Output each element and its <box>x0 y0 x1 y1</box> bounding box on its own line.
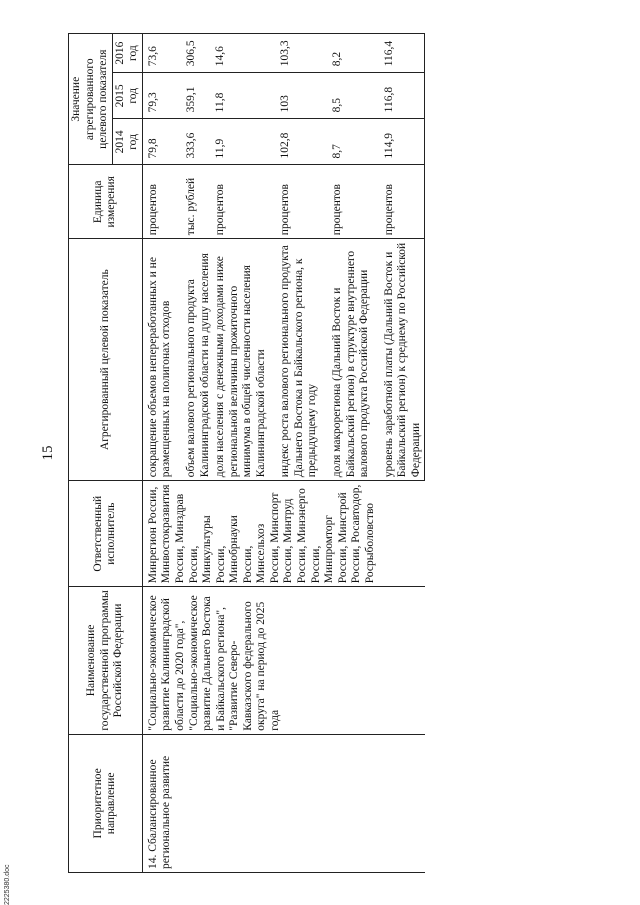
indicator-cell: индекс роста валового регионального продукта Дальнего Востока и Байкальского региона, к предыдущему году <box>269 239 321 481</box>
unit-cell: процентов <box>321 165 373 239</box>
header-unit: Единица измерения <box>69 165 143 239</box>
value-2015-cell: 8,5 <box>321 73 373 119</box>
header-program: Наименование государственной программы Российской Федерации <box>69 587 143 735</box>
section-number: 14. <box>146 854 159 869</box>
indicator-cell: объем валового регионального продукта Калининградской области на душу населения <box>175 239 213 481</box>
value-2014-cell: 79,8 <box>142 119 175 165</box>
value-2015-cell: 359,1 <box>175 73 213 119</box>
value-2015-cell: 11,8 <box>213 73 269 119</box>
unit-cell: тыс. рублей <box>175 165 213 239</box>
value-2014-cell: 8,7 <box>321 119 373 165</box>
table-row <box>142 34 175 873</box>
program-cell: "Социально-экономическое развитие Калининградской области до 2020 года", "Социально-экономическое развитие Дальнего Востока и Байкальского региона", "Развитие Северо-Кавказского федерального округа" на период до 2025 года <box>142 587 425 735</box>
header-year-2016: 2016 год <box>112 34 142 73</box>
unit-cell: процентов <box>373 165 425 239</box>
unit-cell: процентов <box>269 165 321 239</box>
landscape-sheet <box>38 33 598 873</box>
page-number: 15 <box>40 445 56 461</box>
value-2016-cell: 14,6 <box>213 34 269 73</box>
header-executor: Ответственный исполнитель <box>69 481 143 587</box>
value-2014-cell: 102,8 <box>269 119 321 165</box>
header-value-group: Значение агрегированного целевого показателя <box>69 34 113 165</box>
value-2015-cell: 79,3 <box>142 73 175 119</box>
value-2015-cell: 103 <box>269 73 321 119</box>
unit-cell: процентов <box>142 165 175 239</box>
priority-name: Сбалансированное региональное развитие <box>146 755 173 869</box>
indicator-cell: уровень заработной платы (Дальний Восток и Байкальский регион) к среднему по Российской Федерации <box>373 239 425 481</box>
value-2016-cell: 73,6 <box>142 34 175 73</box>
value-2016-cell: 8,2 <box>321 34 373 73</box>
value-2014-cell: 11,9 <box>213 119 269 165</box>
value-2016-cell: 306,5 <box>175 34 213 73</box>
executor-cell: Минрегион России, Минвостокразвития России, Минздрав России, Минкультуры России, Минобрнауки России, Минсельхоз России, Минспорт России, Минтруд России, Минэнерго России, Минпромторг России, Минстрой России, Росавтодор, Росрыболовство <box>142 481 425 587</box>
value-2014-cell: 114,9 <box>373 119 425 165</box>
indicator-cell: доля макрорегиона (Дальний Восток и Байкальский регион) в структуре внутреннего валового продукта Российской Федерации <box>321 239 373 481</box>
header-year-2014: 2014 год <box>112 119 142 165</box>
table-header <box>69 34 143 873</box>
header-priority: Приоритетное направление <box>69 734 143 872</box>
unit-cell: процентов <box>213 165 269 239</box>
value-2015-cell: 116,8 <box>373 73 425 119</box>
priority-cell <box>142 734 425 872</box>
value-2016-cell: 116,4 <box>373 34 425 73</box>
indicator-cell: доля населения с денежными доходами ниже региональной величины прожиточного минимума в общей численности населения Калининградской области <box>213 239 269 481</box>
header-year-2015: 2015 год <box>112 73 142 119</box>
header-indicator: Агрегированный целевой показатель <box>69 239 143 481</box>
indicators-table <box>68 33 425 873</box>
value-2014-cell: 333,6 <box>175 119 213 165</box>
document-filename: 2225380.doc <box>4 864 11 905</box>
value-2016-cell: 103,3 <box>269 34 321 73</box>
table-body <box>142 34 425 873</box>
indicator-cell: сокращение объемов непереработанных и не размещенных на полигонах отходов <box>142 239 175 481</box>
